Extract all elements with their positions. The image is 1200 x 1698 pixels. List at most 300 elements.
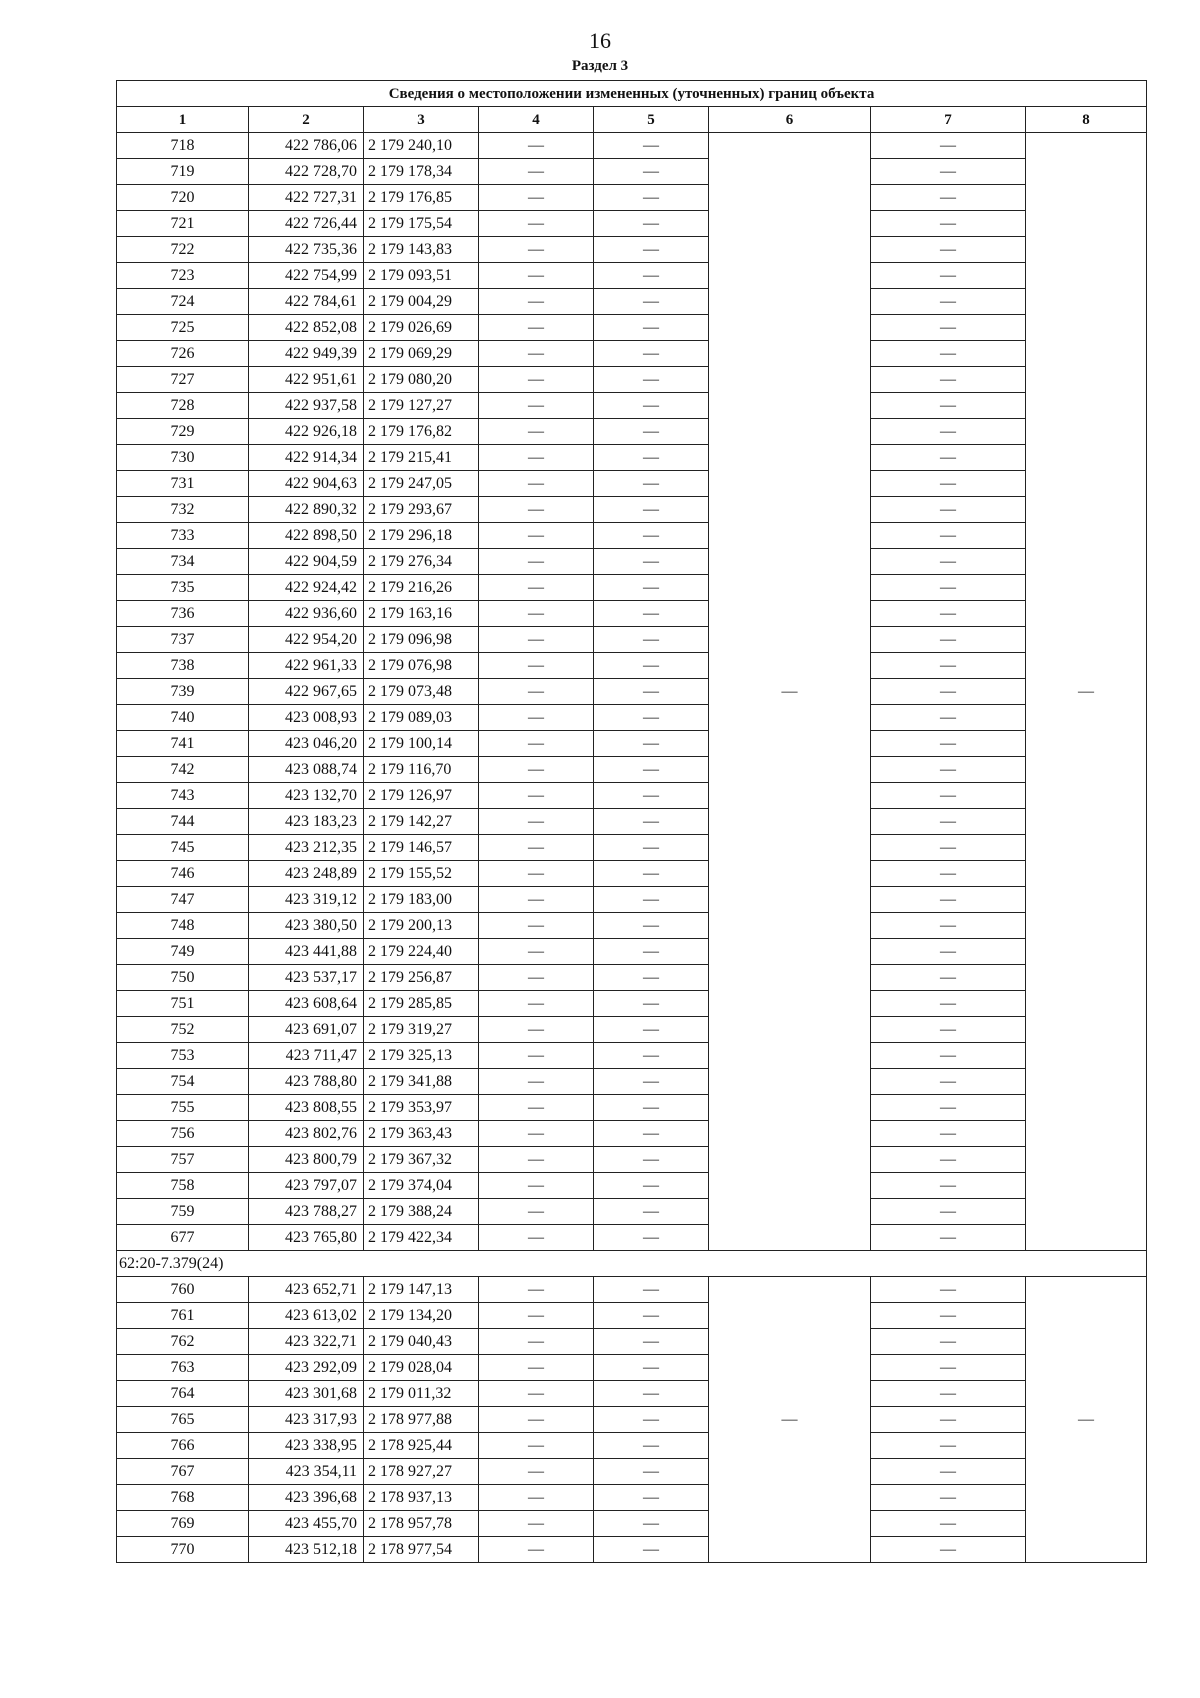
y-coordinate-cell: 2 179 240,10 xyxy=(364,133,479,159)
col7-cell: — xyxy=(871,1329,1026,1355)
col5-cell: — xyxy=(594,835,709,861)
col4-cell: — xyxy=(479,939,594,965)
col7-cell: — xyxy=(871,835,1026,861)
col7-cell: — xyxy=(871,809,1026,835)
table-row xyxy=(117,341,1147,367)
col5-cell: — xyxy=(594,1537,709,1563)
subsection-row xyxy=(117,1251,1147,1277)
y-coordinate-cell: 2 179 126,97 xyxy=(364,783,479,809)
point-number-cell: 727 xyxy=(117,367,249,393)
x-coordinate-cell: 423 088,74 xyxy=(249,757,364,783)
col5-cell: — xyxy=(594,263,709,289)
x-coordinate-cell: 423 292,09 xyxy=(249,1355,364,1381)
col4-cell: — xyxy=(479,1017,594,1043)
col4-cell: — xyxy=(479,1199,594,1225)
table-row xyxy=(117,185,1147,211)
col4-cell: — xyxy=(479,185,594,211)
point-number-cell: 726 xyxy=(117,341,249,367)
table-row xyxy=(117,445,1147,471)
x-coordinate-cell: 423 396,68 xyxy=(249,1485,364,1511)
table-row xyxy=(117,393,1147,419)
table-row xyxy=(117,1511,1147,1537)
table-row xyxy=(117,1303,1147,1329)
x-coordinate-cell: 422 727,31 xyxy=(249,185,364,211)
point-number-cell: 730 xyxy=(117,445,249,471)
point-number-cell: 742 xyxy=(117,757,249,783)
col4-cell: — xyxy=(479,1329,594,1355)
col5-cell: — xyxy=(594,237,709,263)
x-coordinate-cell: 423 613,02 xyxy=(249,1303,364,1329)
y-coordinate-cell: 2 179 134,20 xyxy=(364,1303,479,1329)
y-coordinate-cell: 2 178 937,13 xyxy=(364,1485,479,1511)
col5-cell: — xyxy=(594,783,709,809)
col7-cell: — xyxy=(871,575,1026,601)
col4-cell: — xyxy=(479,653,594,679)
x-coordinate-cell: 423 765,80 xyxy=(249,1225,364,1251)
y-coordinate-cell: 2 179 353,97 xyxy=(364,1095,479,1121)
col7-cell: — xyxy=(871,731,1026,757)
col4-cell: — xyxy=(479,1225,594,1251)
col5-cell: — xyxy=(594,1459,709,1485)
y-coordinate-cell: 2 179 093,51 xyxy=(364,263,479,289)
table-row xyxy=(117,211,1147,237)
x-coordinate-cell: 422 735,36 xyxy=(249,237,364,263)
col7-cell: — xyxy=(871,1355,1026,1381)
col7-cell: — xyxy=(871,1381,1026,1407)
point-number-cell: 737 xyxy=(117,627,249,653)
col7-cell: — xyxy=(871,237,1026,263)
table-row xyxy=(117,1017,1147,1043)
x-coordinate-cell: 423 455,70 xyxy=(249,1511,364,1537)
col4-cell: — xyxy=(479,731,594,757)
col5-cell: — xyxy=(594,1043,709,1069)
y-coordinate-cell: 2 179 224,40 xyxy=(364,939,479,965)
point-number-cell: 743 xyxy=(117,783,249,809)
point-number-cell: 744 xyxy=(117,809,249,835)
x-coordinate-cell: 423 802,76 xyxy=(249,1121,364,1147)
x-coordinate-cell: 422 936,60 xyxy=(249,601,364,627)
point-number-cell: 763 xyxy=(117,1355,249,1381)
col5-cell: — xyxy=(594,419,709,445)
point-number-cell: 731 xyxy=(117,471,249,497)
col4-cell: — xyxy=(479,1381,594,1407)
col4-cell: — xyxy=(479,419,594,445)
y-coordinate-cell: 2 179 178,34 xyxy=(364,159,479,185)
x-coordinate-cell: 423 354,11 xyxy=(249,1459,364,1485)
col5-cell: — xyxy=(594,1199,709,1225)
col4-cell: — xyxy=(479,809,594,835)
y-coordinate-cell: 2 179 216,26 xyxy=(364,575,479,601)
point-number-cell: 767 xyxy=(117,1459,249,1485)
col7-cell: — xyxy=(871,1225,1026,1251)
point-number-cell: 748 xyxy=(117,913,249,939)
col7-cell: — xyxy=(871,601,1026,627)
col4-cell: — xyxy=(479,679,594,705)
table-row xyxy=(117,757,1147,783)
col5-cell: — xyxy=(594,211,709,237)
col4-cell: — xyxy=(479,913,594,939)
table-row xyxy=(117,419,1147,445)
point-number-cell: 762 xyxy=(117,1329,249,1355)
col7-cell: — xyxy=(871,1043,1026,1069)
y-coordinate-cell: 2 178 977,54 xyxy=(364,1537,479,1563)
col5-cell: — xyxy=(594,341,709,367)
point-number-cell: 723 xyxy=(117,263,249,289)
x-coordinate-cell: 422 890,32 xyxy=(249,497,364,523)
table-row xyxy=(117,653,1147,679)
x-coordinate-cell: 422 926,18 xyxy=(249,419,364,445)
table-row xyxy=(117,627,1147,653)
x-coordinate-cell: 423 132,70 xyxy=(249,783,364,809)
y-coordinate-cell: 2 179 143,83 xyxy=(364,237,479,263)
point-number-cell: 755 xyxy=(117,1095,249,1121)
col4-cell: — xyxy=(479,133,594,159)
col7-cell: — xyxy=(871,627,1026,653)
table-row xyxy=(117,1147,1147,1173)
col5-cell: — xyxy=(594,913,709,939)
point-number-cell: 738 xyxy=(117,653,249,679)
col7-cell: — xyxy=(871,497,1026,523)
col4-cell: — xyxy=(479,861,594,887)
y-coordinate-cell: 2 179 183,00 xyxy=(364,887,479,913)
table-row xyxy=(117,705,1147,731)
x-coordinate-cell: 423 248,89 xyxy=(249,861,364,887)
y-coordinate-cell: 2 179 011,32 xyxy=(364,1381,479,1407)
col5-cell: — xyxy=(594,315,709,341)
table-row xyxy=(117,1407,1147,1433)
col7-cell: — xyxy=(871,913,1026,939)
table-row xyxy=(117,939,1147,965)
col7-cell: — xyxy=(871,1433,1026,1459)
table-row xyxy=(117,133,1147,159)
point-number-cell: 733 xyxy=(117,523,249,549)
col5-cell: — xyxy=(594,393,709,419)
col4-cell: — xyxy=(479,757,594,783)
y-coordinate-cell: 2 179 080,20 xyxy=(364,367,479,393)
point-number-cell: 765 xyxy=(117,1407,249,1433)
y-coordinate-cell: 2 179 096,98 xyxy=(364,627,479,653)
col5-cell: — xyxy=(594,185,709,211)
col4-cell: — xyxy=(479,783,594,809)
col5-cell: — xyxy=(594,575,709,601)
col5-cell: — xyxy=(594,1407,709,1433)
table-row xyxy=(117,471,1147,497)
col5-cell: — xyxy=(594,1381,709,1407)
col4-cell: — xyxy=(479,601,594,627)
table-row xyxy=(117,575,1147,601)
y-coordinate-cell: 2 179 155,52 xyxy=(364,861,479,887)
y-coordinate-cell: 2 179 147,13 xyxy=(364,1277,479,1303)
x-coordinate-cell: 422 951,61 xyxy=(249,367,364,393)
col5-cell: — xyxy=(594,809,709,835)
col5-cell: — xyxy=(594,445,709,471)
col5-cell: — xyxy=(594,1485,709,1511)
col4-cell: — xyxy=(479,263,594,289)
col7-cell: — xyxy=(871,1485,1026,1511)
col4-cell: — xyxy=(479,705,594,731)
y-coordinate-cell: 2 179 073,48 xyxy=(364,679,479,705)
y-coordinate-cell: 2 179 341,88 xyxy=(364,1069,479,1095)
col5-cell: — xyxy=(594,367,709,393)
y-coordinate-cell: 2 179 040,43 xyxy=(364,1329,479,1355)
x-coordinate-cell: 422 914,34 xyxy=(249,445,364,471)
table-row xyxy=(117,367,1147,393)
col5-cell: — xyxy=(594,549,709,575)
column-header: 7 xyxy=(871,107,1026,133)
y-coordinate-cell: 2 178 927,27 xyxy=(364,1459,479,1485)
col4-cell: — xyxy=(479,237,594,263)
col7-cell: — xyxy=(871,1017,1026,1043)
point-number-cell: 722 xyxy=(117,237,249,263)
col7-cell: — xyxy=(871,965,1026,991)
col5-cell: — xyxy=(594,1433,709,1459)
y-coordinate-cell: 2 179 325,13 xyxy=(364,1043,479,1069)
x-coordinate-cell: 423 800,79 xyxy=(249,1147,364,1173)
y-coordinate-cell: 2 179 175,54 xyxy=(364,211,479,237)
x-coordinate-cell: 422 728,70 xyxy=(249,159,364,185)
col4-cell: — xyxy=(479,1147,594,1173)
col7-cell: — xyxy=(871,991,1026,1017)
y-coordinate-cell: 2 178 957,78 xyxy=(364,1511,479,1537)
x-coordinate-cell: 423 046,20 xyxy=(249,731,364,757)
subsection-label: 62:20-7.379(24) xyxy=(117,1251,1147,1277)
table-row xyxy=(117,1043,1147,1069)
x-coordinate-cell: 423 338,95 xyxy=(249,1433,364,1459)
point-number-cell: 752 xyxy=(117,1017,249,1043)
col7-cell: — xyxy=(871,783,1026,809)
x-coordinate-cell: 422 904,59 xyxy=(249,549,364,575)
page-number: 16 xyxy=(589,28,611,53)
x-coordinate-cell: 422 937,58 xyxy=(249,393,364,419)
y-coordinate-cell: 2 179 319,27 xyxy=(364,1017,479,1043)
y-coordinate-cell: 2 179 200,13 xyxy=(364,913,479,939)
col5-cell: — xyxy=(594,705,709,731)
col5-cell: — xyxy=(594,731,709,757)
col7-cell: — xyxy=(871,861,1026,887)
col4-cell: — xyxy=(479,445,594,471)
x-coordinate-cell: 423 808,55 xyxy=(249,1095,364,1121)
col5-cell: — xyxy=(594,1069,709,1095)
point-number-cell: 721 xyxy=(117,211,249,237)
x-coordinate-cell: 422 784,61 xyxy=(249,289,364,315)
table-row xyxy=(117,315,1147,341)
y-coordinate-cell: 2 179 069,29 xyxy=(364,341,479,367)
col7-cell: — xyxy=(871,133,1026,159)
x-coordinate-cell: 423 788,27 xyxy=(249,1199,364,1225)
table-row xyxy=(117,835,1147,861)
table-row xyxy=(117,497,1147,523)
x-coordinate-cell: 423 512,18 xyxy=(249,1537,364,1563)
x-coordinate-cell: 423 652,71 xyxy=(249,1277,364,1303)
y-coordinate-cell: 2 179 100,14 xyxy=(364,731,479,757)
point-number-cell: 732 xyxy=(117,497,249,523)
point-number-cell: 753 xyxy=(117,1043,249,1069)
point-number-cell: 745 xyxy=(117,835,249,861)
x-coordinate-cell: 422 954,20 xyxy=(249,627,364,653)
x-coordinate-cell: 423 441,88 xyxy=(249,939,364,965)
x-coordinate-cell: 423 322,71 xyxy=(249,1329,364,1355)
col4-cell: — xyxy=(479,341,594,367)
x-coordinate-cell: 423 008,93 xyxy=(249,705,364,731)
y-coordinate-cell: 2 179 076,98 xyxy=(364,653,479,679)
y-coordinate-cell: 2 179 296,18 xyxy=(364,523,479,549)
col5-cell: — xyxy=(594,757,709,783)
col5-cell: — xyxy=(594,1121,709,1147)
col5-cell: — xyxy=(594,653,709,679)
col7-cell: — xyxy=(871,419,1026,445)
column-header: 1 xyxy=(117,107,249,133)
column-header: 5 xyxy=(594,107,709,133)
col7-cell: — xyxy=(871,393,1026,419)
col7-cell: — xyxy=(871,1069,1026,1095)
col7-cell: — xyxy=(871,1407,1026,1433)
x-coordinate-cell: 422 961,33 xyxy=(249,653,364,679)
point-number-cell: 770 xyxy=(117,1537,249,1563)
x-coordinate-cell: 423 797,07 xyxy=(249,1173,364,1199)
col7-cell: — xyxy=(871,211,1026,237)
col5-cell: — xyxy=(594,1303,709,1329)
col4-cell: — xyxy=(479,1537,594,1563)
x-coordinate-cell: 422 852,08 xyxy=(249,315,364,341)
y-coordinate-cell: 2 179 367,32 xyxy=(364,1147,479,1173)
point-number-cell: 758 xyxy=(117,1173,249,1199)
col4-cell: — xyxy=(479,1069,594,1095)
col7-cell: — xyxy=(871,1147,1026,1173)
col4-cell: — xyxy=(479,575,594,601)
y-coordinate-cell: 2 179 363,43 xyxy=(364,1121,479,1147)
y-coordinate-cell: 2 179 215,41 xyxy=(364,445,479,471)
y-coordinate-cell: 2 179 146,57 xyxy=(364,835,479,861)
point-number-cell: 754 xyxy=(117,1069,249,1095)
coordinates-table xyxy=(116,80,1147,1563)
table-row xyxy=(117,887,1147,913)
column-header: 6 xyxy=(709,107,871,133)
x-coordinate-cell: 423 711,47 xyxy=(249,1043,364,1069)
x-coordinate-cell: 422 949,39 xyxy=(249,341,364,367)
table-row xyxy=(117,601,1147,627)
col7-cell: — xyxy=(871,705,1026,731)
col7-cell: — xyxy=(871,679,1026,705)
x-coordinate-cell: 422 904,63 xyxy=(249,471,364,497)
col5-cell: — xyxy=(594,1277,709,1303)
x-coordinate-cell: 423 608,64 xyxy=(249,991,364,1017)
table-row xyxy=(117,289,1147,315)
col5-cell: — xyxy=(594,1173,709,1199)
col6-merged-cell: — xyxy=(709,1277,871,1563)
col5-cell: — xyxy=(594,965,709,991)
point-number-cell: 751 xyxy=(117,991,249,1017)
col4-cell: — xyxy=(479,497,594,523)
y-coordinate-cell: 2 179 256,87 xyxy=(364,965,479,991)
point-number-cell: 766 xyxy=(117,1433,249,1459)
table-row xyxy=(117,861,1147,887)
point-number-cell: 747 xyxy=(117,887,249,913)
table-row xyxy=(117,991,1147,1017)
point-number-cell: 764 xyxy=(117,1381,249,1407)
table-row xyxy=(117,1329,1147,1355)
col5-cell: — xyxy=(594,601,709,627)
y-coordinate-cell: 2 179 089,03 xyxy=(364,705,479,731)
table-row xyxy=(117,549,1147,575)
y-coordinate-cell: 2 179 026,69 xyxy=(364,315,479,341)
col5-cell: — xyxy=(594,887,709,913)
col6-merged-cell: — xyxy=(709,133,871,1251)
point-number-cell: 728 xyxy=(117,393,249,419)
col7-cell: — xyxy=(871,1303,1026,1329)
y-coordinate-cell: 2 179 388,24 xyxy=(364,1199,479,1225)
col5-cell: — xyxy=(594,1511,709,1537)
col7-cell: — xyxy=(871,471,1026,497)
table-body xyxy=(117,133,1147,1563)
point-number-cell: 756 xyxy=(117,1121,249,1147)
point-number-cell: 761 xyxy=(117,1303,249,1329)
col4-cell: — xyxy=(479,211,594,237)
col4-cell: — xyxy=(479,1095,594,1121)
y-coordinate-cell: 2 179 422,34 xyxy=(364,1225,479,1251)
column-header: 2 xyxy=(249,107,364,133)
col4-cell: — xyxy=(479,1485,594,1511)
col5-cell: — xyxy=(594,861,709,887)
col5-cell: — xyxy=(594,289,709,315)
x-coordinate-cell: 423 537,17 xyxy=(249,965,364,991)
point-number-cell: 749 xyxy=(117,939,249,965)
col4-cell: — xyxy=(479,835,594,861)
point-number-cell: 769 xyxy=(117,1511,249,1537)
col7-cell: — xyxy=(871,1121,1026,1147)
y-coordinate-cell: 2 179 004,29 xyxy=(364,289,479,315)
col7-cell: — xyxy=(871,159,1026,185)
point-number-cell: 719 xyxy=(117,159,249,185)
x-coordinate-cell: 423 183,23 xyxy=(249,809,364,835)
x-coordinate-cell: 422 924,42 xyxy=(249,575,364,601)
col5-cell: — xyxy=(594,627,709,653)
column-header: 8 xyxy=(1026,107,1147,133)
col7-cell: — xyxy=(871,1095,1026,1121)
col5-cell: — xyxy=(594,497,709,523)
col5-cell: — xyxy=(594,1355,709,1381)
table-row xyxy=(117,965,1147,991)
table-row xyxy=(117,523,1147,549)
point-number-cell: 720 xyxy=(117,185,249,211)
col7-cell: — xyxy=(871,341,1026,367)
y-coordinate-cell: 2 179 247,05 xyxy=(364,471,479,497)
col5-cell: — xyxy=(594,991,709,1017)
section-title: Раздел 3 xyxy=(571,58,629,74)
x-coordinate-cell: 423 317,93 xyxy=(249,1407,364,1433)
col7-cell: — xyxy=(871,887,1026,913)
col7-cell: — xyxy=(871,523,1026,549)
table-row xyxy=(117,1381,1147,1407)
col4-cell: — xyxy=(479,1277,594,1303)
point-number-cell: 740 xyxy=(117,705,249,731)
point-number-cell: 759 xyxy=(117,1199,249,1225)
col5-cell: — xyxy=(594,1329,709,1355)
x-coordinate-cell: 422 754,99 xyxy=(249,263,364,289)
point-number-cell: 718 xyxy=(117,133,249,159)
col7-cell: — xyxy=(871,1277,1026,1303)
col8-merged-cell: — xyxy=(1026,1277,1147,1563)
col5-cell: — xyxy=(594,1095,709,1121)
point-number-cell: 746 xyxy=(117,861,249,887)
x-coordinate-cell: 423 301,68 xyxy=(249,1381,364,1407)
col4-cell: — xyxy=(479,627,594,653)
col5-cell: — xyxy=(594,1017,709,1043)
table-row xyxy=(117,1433,1147,1459)
col4-cell: — xyxy=(479,289,594,315)
table-row xyxy=(117,679,1147,705)
y-coordinate-cell: 2 179 028,04 xyxy=(364,1355,479,1381)
point-number-cell: 736 xyxy=(117,601,249,627)
